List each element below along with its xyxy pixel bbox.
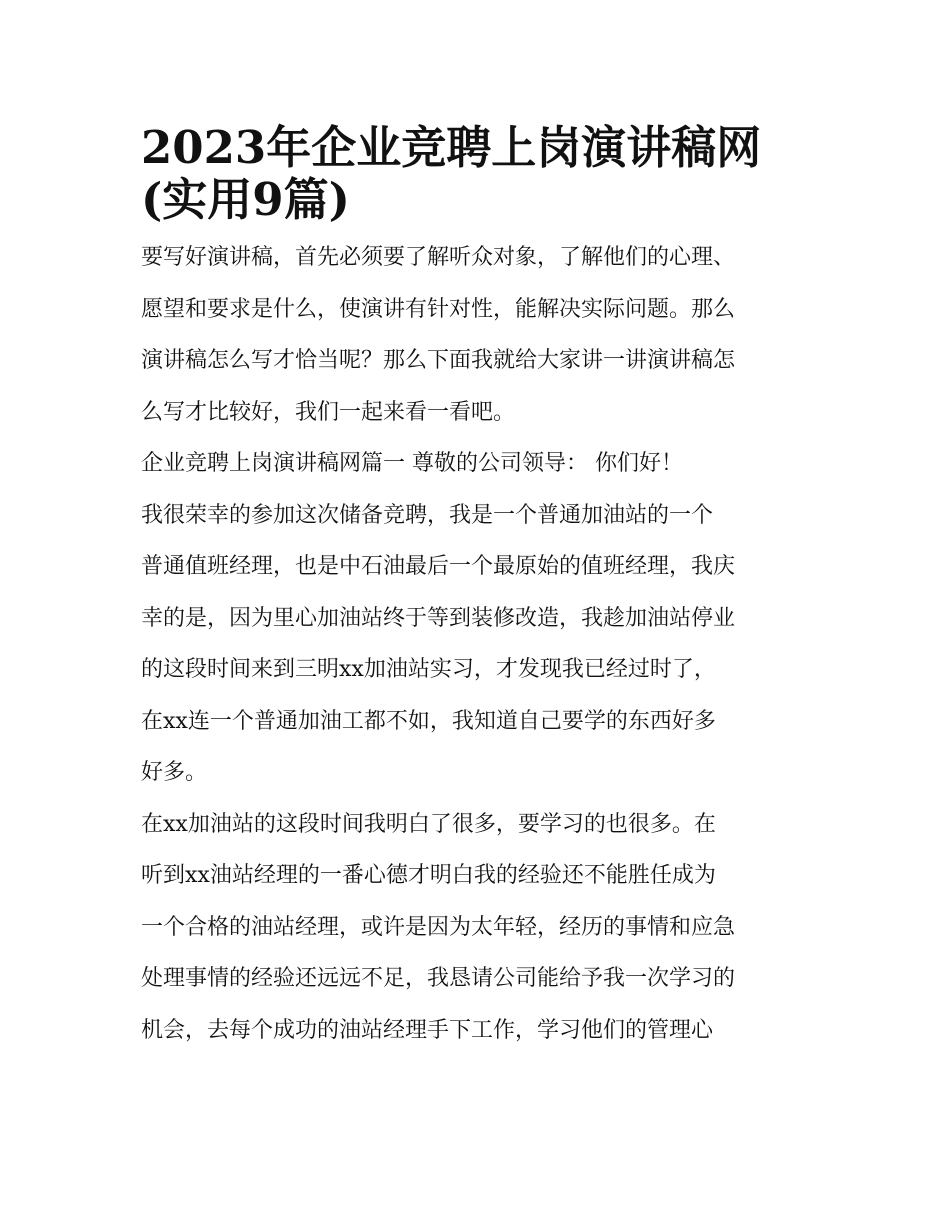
- paragraph-line: 好多。: [141, 760, 208, 785]
- document-body: [141, 232, 821, 1056]
- intro-line: 么写才比较好，我们一起来看一看吧。: [141, 399, 516, 425]
- paragraph-line: 处理事情的经验还远远不足，我恳请公司能给予我一次学习的: [141, 966, 736, 991]
- paragraph-line: 听到xx油站经理的一番心德才明白我的经验还不能胜任成为: [141, 863, 716, 888]
- paragraph-line: 幸的是，因为里心加油站终于等到装修改造，我趁加油站停业: [141, 605, 736, 631]
- paragraph-line: 在xx加油站的这段时间我明白了很多，要学习的也很多。在: [141, 811, 716, 837]
- paragraph-line: 机会，去每个成功的油站经理手下工作，学习他们的管理心: [141, 1017, 714, 1043]
- paragraph-line: 在xx连一个普通加油工都不如，我知道自己要学的东西好多: [141, 708, 716, 734]
- section-heading-text: 企业竞聘上岗演讲稿网篇一 尊敬的公司领导： 你们好！: [141, 451, 683, 476]
- document-page: [141, 112, 821, 1056]
- title-line-2: (实用9篇): [141, 172, 350, 226]
- paragraph-line: 一个合格的油站经理，或许是因为太年轻，经历的事情和应急: [141, 914, 736, 940]
- paragraph-1: [141, 490, 821, 799]
- intro-line: 演讲稿怎么写才恰当呢？那么下面我就给大家讲一讲演讲稿怎: [141, 348, 736, 373]
- intro-line: 要写好演讲稿，首先必须要了解听众对象，了解他们的心理、: [141, 245, 736, 270]
- document-title: [141, 112, 821, 226]
- paragraph-line: 的这段时间来到三明xx加油站实习，才发现我已经过时了，: [141, 657, 716, 682]
- intro-paragraph: [141, 232, 821, 438]
- paragraph-line: 普通值班经理，也是中石油最后一个最原始的值班经理，我庆: [141, 554, 736, 579]
- paragraph-2: [141, 799, 821, 1057]
- intro-line: 愿望和要求是什么，使演讲有针对性，能解决实际问题。那么: [141, 296, 736, 322]
- title-line-1: 2023年企业竞聘上岗演讲稿网: [141, 121, 762, 174]
- section-heading: [141, 438, 821, 490]
- paragraph-line: 我很荣幸的参加这次储备竞聘，我是一个普通加油站的一个: [141, 502, 714, 528]
